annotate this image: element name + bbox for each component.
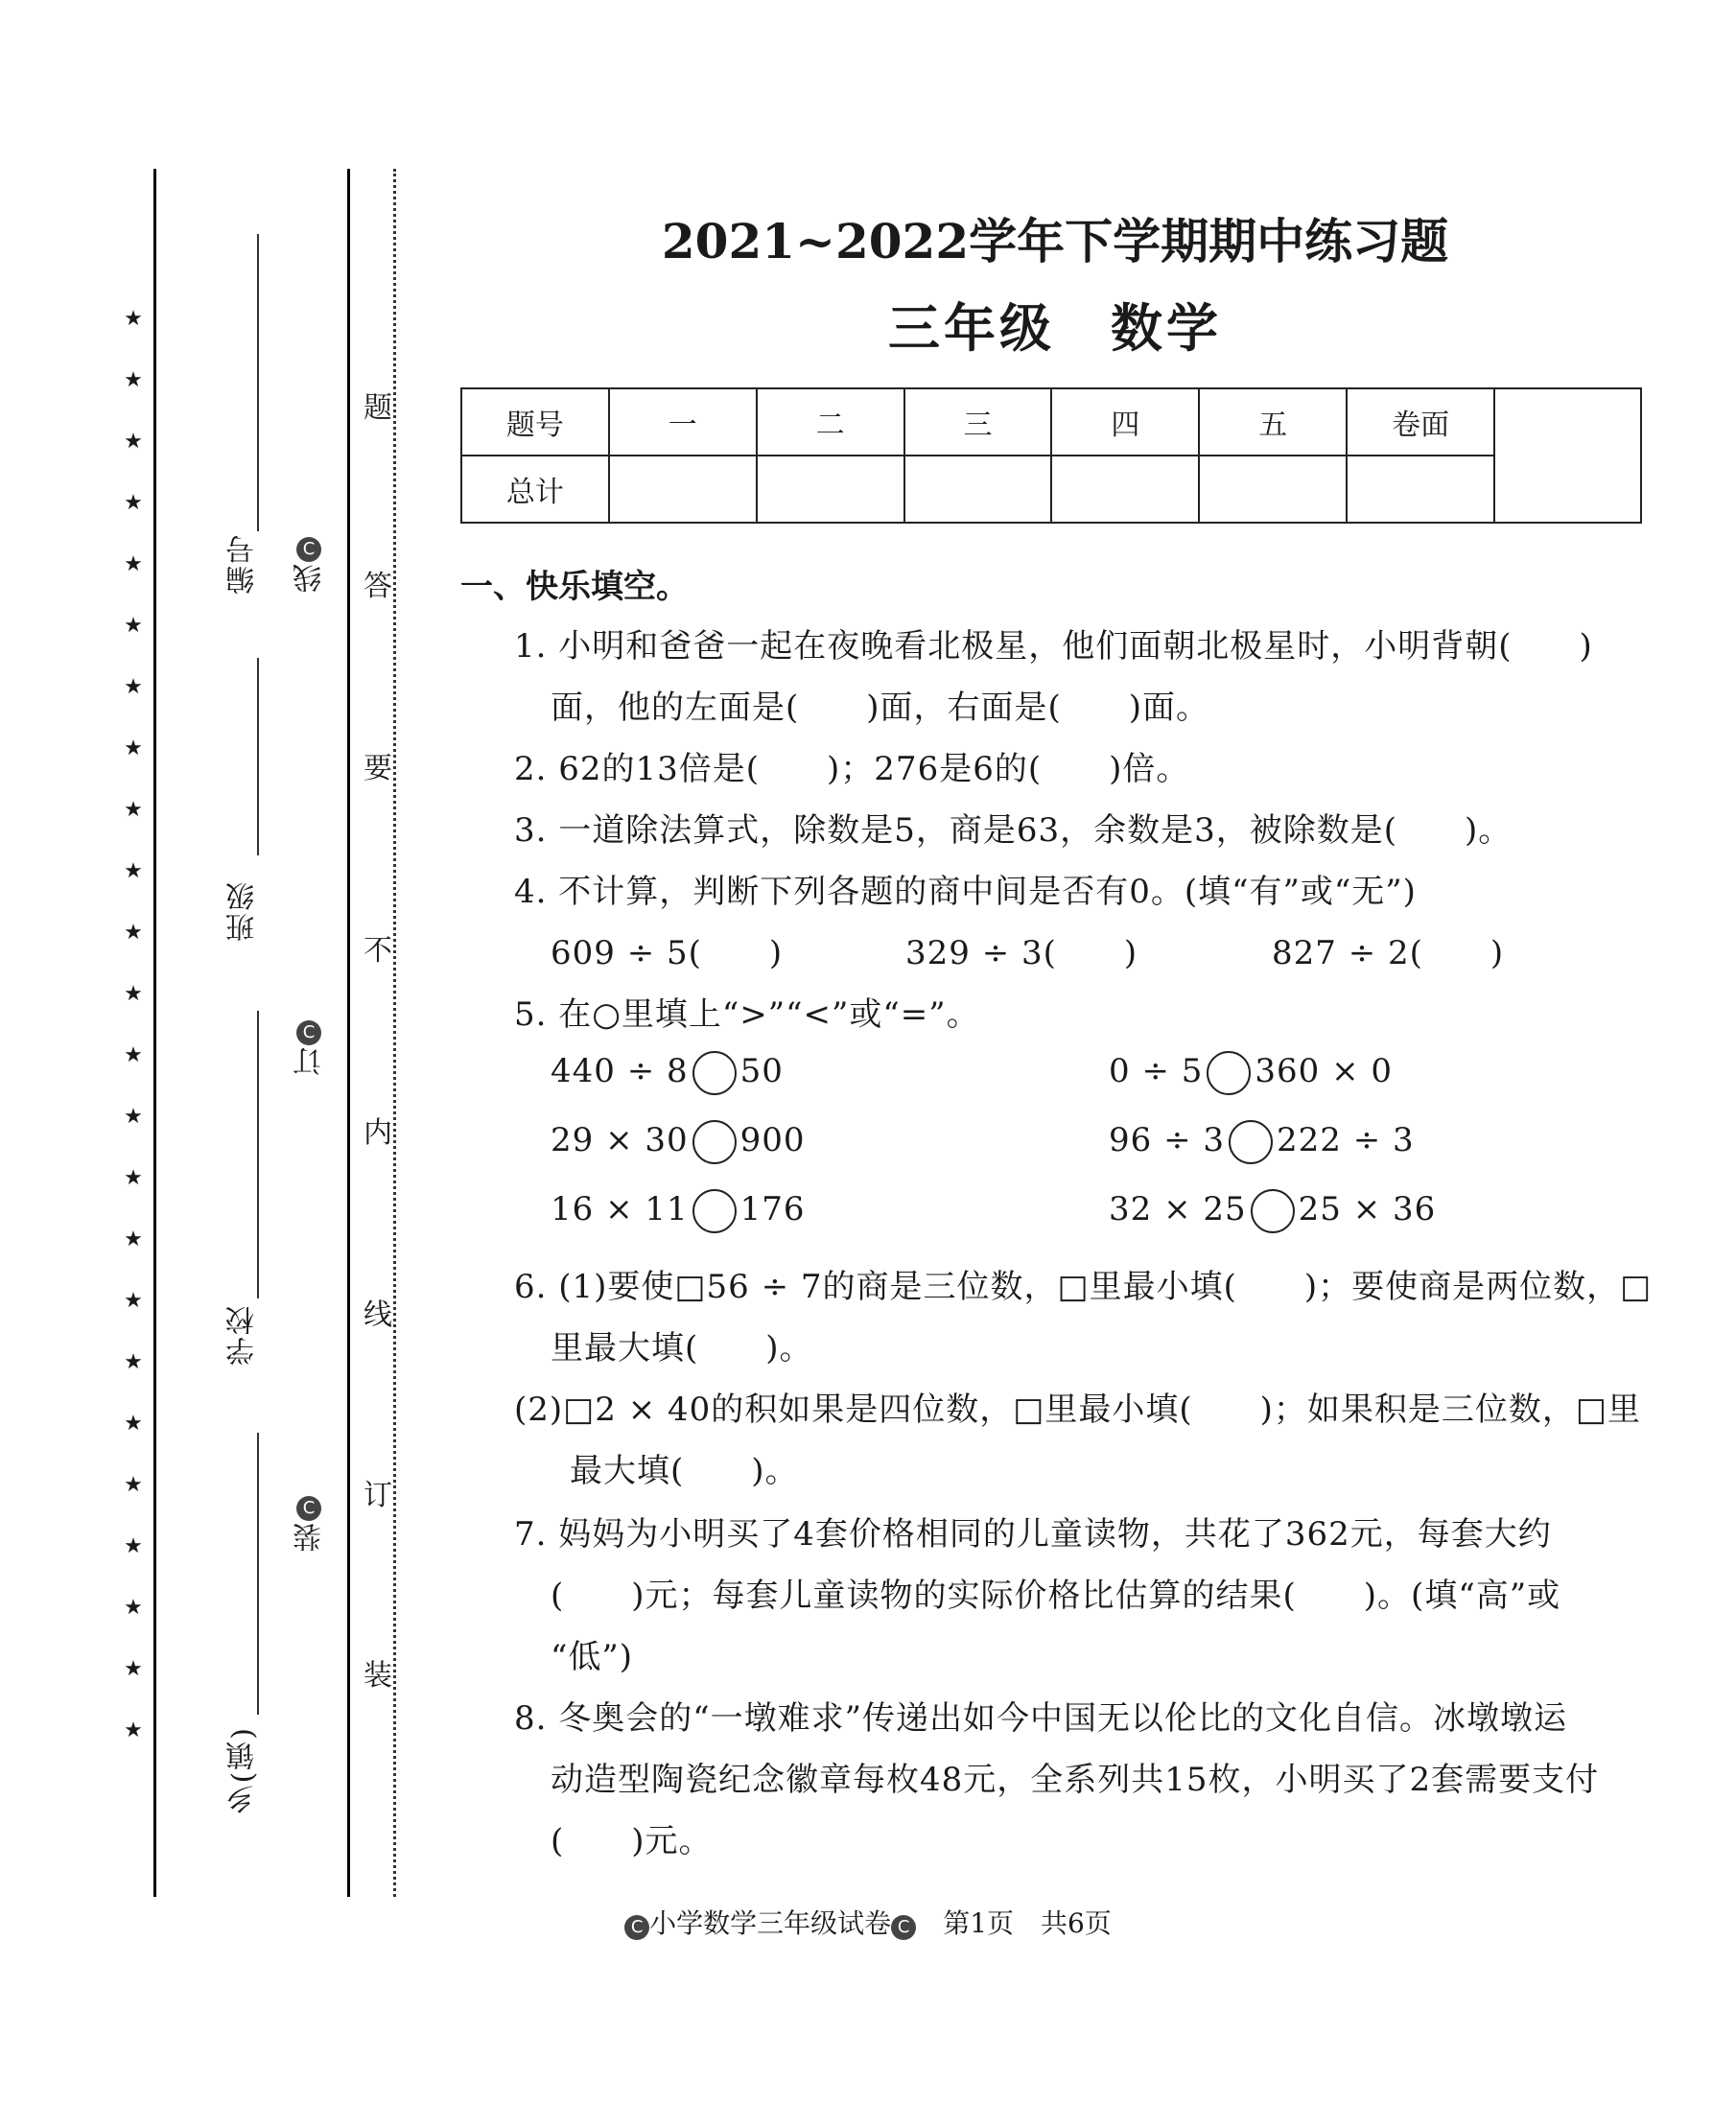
footer-page: 第1页 共6页 [943, 1907, 1112, 1939]
page-footer [0, 1903, 1736, 1941]
field-label-xiangzhen: 乡(镇) [226, 1726, 260, 1814]
score-cell [1199, 456, 1347, 523]
compare-left: 96 ÷ 3 [1109, 1121, 1225, 1159]
compare-right: 25 × 36 [1298, 1190, 1437, 1228]
star-icon: ★ [124, 1227, 143, 1251]
binding-label-zhuang: 装 [293, 1521, 327, 1552]
question-line: 动造型陶瓷纪念徽章每枚48元，全系列共15枚，小明买了2套需要支付 [551, 1761, 1600, 1799]
binding-mark-xian [290, 537, 328, 593]
question-line: 3. 一道除法算式，除数是5，商是63，余数是3，被除数是( )。 [514, 811, 1513, 850]
question-line: 7. 妈妈为小明买了4套价格相同的儿童读物，共花了362元，每套大约 [514, 1515, 1552, 1554]
margin-outer-rule [153, 169, 156, 1897]
star-icon: ★ [124, 1166, 143, 1190]
question-line: (2)□2 × 40的积如果是四位数，□里最小填( )；如果积是三位数，□里 [514, 1391, 1642, 1429]
score-cell: 三 [904, 388, 1052, 456]
score-table [460, 387, 1642, 524]
q4-item: 329 ÷ 3( ) [905, 934, 1138, 972]
star-icon: ★ [124, 368, 143, 392]
seal-icon: C [296, 1020, 321, 1045]
compare-right: 176 [739, 1190, 806, 1228]
compare-right: 900 [739, 1121, 806, 1159]
score-cell [609, 456, 757, 523]
compare-left: 29 × 30 [551, 1121, 689, 1159]
compare-right: 50 [739, 1052, 784, 1090]
exam-title: 2021~2022学年下学期期中练习题 [661, 213, 1449, 269]
star-icon: ★ [124, 491, 143, 515]
question-line: 最大填( )。 [570, 1452, 799, 1490]
compare-left: 16 × 11 [551, 1190, 689, 1228]
star-icon: ★ [124, 1105, 143, 1129]
field-label-biaohao: 编号 [226, 533, 260, 595]
binding-mark-zhuang [290, 1496, 328, 1552]
exam-subtitle: 三年级 数学 [888, 297, 1222, 359]
star-icon: ★ [124, 1473, 143, 1497]
section-heading: 一、快乐填空。 [460, 568, 689, 606]
binding-label-xian: 线 [293, 562, 327, 593]
question-line: 面，他的左面是( )面，右面是( )面。 [551, 689, 1210, 727]
margin-inner-rule [347, 169, 350, 1897]
star-icon: ★ [124, 1718, 143, 1742]
answer-circle[interactable] [1229, 1120, 1273, 1164]
star-icon: ★ [124, 614, 143, 638]
compare-left: 32 × 25 [1109, 1190, 1247, 1228]
compare-item [551, 1189, 806, 1233]
score-cell: 五 [1199, 388, 1347, 456]
seal-icon: C [891, 1915, 916, 1940]
q4-item: 609 ÷ 5( ) [551, 934, 784, 972]
question-line: 6. (1)要使□56 ÷ 7的商是三位数，□里最小填( )；要使商是两位数，□ [514, 1268, 1653, 1306]
footer-series: 小学数学三年级试卷 [649, 1907, 892, 1939]
star-icon: ★ [124, 1350, 143, 1374]
star-icon: ★ [124, 1534, 143, 1558]
field-line-xuexiao [257, 1011, 259, 1298]
score-cell [757, 456, 904, 523]
star-icon: ★ [124, 552, 143, 576]
score-cell [1051, 456, 1199, 523]
question-line: 里最大填( )。 [551, 1329, 813, 1368]
field-line-biaohao [257, 234, 259, 531]
question-line: 4. 不计算，判断下列各题的商中间是否有0。(填“有”或“无”) [514, 873, 1417, 911]
answer-circle[interactable] [1251, 1189, 1295, 1233]
question-line: “低”) [551, 1638, 634, 1676]
score-cell: 二 [757, 388, 904, 456]
star-icon: ★ [124, 1412, 143, 1436]
star-icon: ★ [124, 798, 143, 822]
star-icon: ★ [124, 1596, 143, 1620]
answer-circle[interactable] [1207, 1051, 1251, 1095]
answer-circle[interactable] [692, 1189, 737, 1233]
score-cell: 题号 [461, 388, 609, 456]
score-cell: 卷面 [1347, 388, 1494, 456]
compare-right: 360 × 0 [1255, 1052, 1394, 1090]
score-cell [904, 456, 1052, 523]
seal-icon: C [624, 1915, 649, 1940]
compare-left: 0 ÷ 5 [1109, 1052, 1204, 1090]
warning-char: 要 [364, 752, 392, 785]
warning-char: 内 [364, 1116, 392, 1150]
star-icon: ★ [124, 675, 143, 699]
field-line-xiangzhen [257, 1433, 259, 1715]
compare-left: 440 ÷ 8 [551, 1052, 689, 1090]
question-line: 2. 62的13倍是( )；276是6的( )倍。 [514, 750, 1190, 788]
field-line-banji [257, 658, 259, 855]
score-cell: 一 [609, 388, 757, 456]
score-cell: 四 [1051, 388, 1199, 456]
star-icon: ★ [124, 307, 143, 331]
star-icon: ★ [124, 430, 143, 454]
binding-mark-ding [290, 1020, 328, 1076]
score-cell [1347, 456, 1494, 523]
question-line: ( )元。 [551, 1822, 713, 1860]
question-line: 8. 冬奥会的“一墩难求”传递出如今中国无以伦比的文化自信。冰墩墩运 [514, 1699, 1568, 1738]
warning-char: 线 [364, 1298, 392, 1332]
score-table-row [461, 388, 1641, 456]
seal-icon: C [296, 537, 321, 562]
question-line: 1. 小明和爸爸一起在夜晚看北极星，他们面朝北极星时，小明背朝( ) [514, 627, 1593, 666]
answer-circle[interactable] [692, 1051, 737, 1095]
warning-char: 题 [364, 391, 392, 425]
warning-char: 装 [364, 1659, 392, 1693]
star-icon: ★ [124, 982, 143, 1006]
score-cell: 总计 [461, 456, 609, 523]
seal-icon: C [296, 1496, 321, 1521]
cut-line [393, 169, 396, 1897]
star-icon: ★ [124, 1043, 143, 1067]
warning-char: 不 [364, 934, 392, 968]
warning-char: 答 [364, 570, 392, 603]
compare-item [1109, 1051, 1393, 1095]
star-icon: ★ [124, 859, 143, 883]
score-total-cell [1494, 388, 1641, 523]
compare-item [1109, 1120, 1415, 1164]
star-icon: ★ [124, 1289, 143, 1313]
answer-circle[interactable] [692, 1120, 737, 1164]
warning-char: 订 [364, 1479, 392, 1512]
star-icon: ★ [124, 1657, 143, 1681]
star-icon: ★ [124, 736, 143, 760]
compare-item [551, 1051, 784, 1095]
star-icon: ★ [124, 921, 143, 945]
compare-item [551, 1120, 806, 1164]
question-line: 5. 在○里填上“>”“<”或“=”。 [514, 995, 980, 1034]
binding-label-ding: 订 [293, 1045, 327, 1076]
q4-item: 827 ÷ 2( ) [1272, 934, 1505, 972]
compare-right: 222 ÷ 3 [1277, 1121, 1415, 1159]
field-label-banji: 班级 [226, 880, 260, 942]
field-label-xuexiao: 学校 [226, 1304, 260, 1366]
score-table-row [461, 456, 1641, 523]
question-line: ( )元；每套儿童读物的实际价格比估算的结果( )。(填“高”或 [551, 1577, 1561, 1615]
compare-item [1109, 1189, 1436, 1233]
